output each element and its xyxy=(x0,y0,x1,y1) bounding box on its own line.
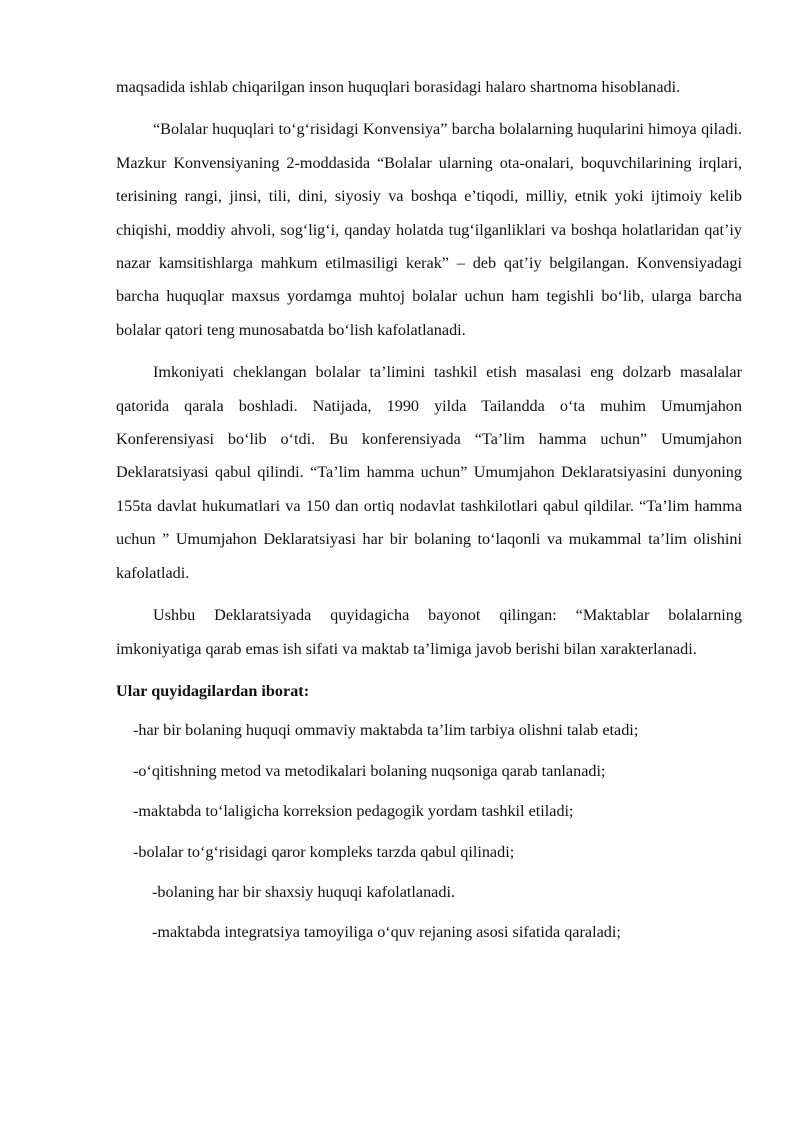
list-item: -har bir bolaning huquqi ommaviy maktabda ta’lim tarbiya olishni talab etadi; xyxy=(133,721,639,740)
paragraph-convention: “Bolalar huquqlari to‘g‘risidagi Konvensiya” barcha bolalarning huqularini himoya qiladi. Mazkur Konvensiyaning 2-moddasida “Bolalar ularning ota-onalari, boquvchilarining irqlari, terisining rangi, jinsi, tili, dini, siyosiy va boshqa e’tiqodi, milliy, etnik yoki ijtimoiy kelib chiqishi, moddiy ahvoli, sog‘lig‘i, qanday holatda tug‘ilganliklari va boshqa holatlaridan qat’iy nazar kamsitishlarga mahkum etilmasiligi kerak” – deb qat’iy belgilangan. Konvensiyadagi barcha huquqlar maxsus yordamga muhtoj bolalar uchun ham tegishli bo‘lib, ularga barcha bolalar qatori teng munosabatda bo‘lish kafolatlanadi. xyxy=(116,120,742,339)
requirements-list xyxy=(116,714,742,949)
section-heading: Ular quyidagilardan iborat: xyxy=(116,681,310,700)
paragraph-declaration: Imkoniyati cheklangan bolalar ta’limini tashkil etish masalasi eng dolzarb masalalar qatorida qarala boshladi. Natijada, 1990 yilda Tailandda o‘ta muhim Umumjahon Konferensiyasi bo‘lib o‘tdi. Bu konferensiyada “Ta’lim hamma uchun” Umumjahon Deklaratsiyasi qabul qilindi. “Ta’lim hamma uchun” Umumjahon Deklaratsiyasini dunyoning 155ta davlat hukumatlari va 150 dan ortiq nodavlat tashkilotlari qabul qildilar. “Ta’lim hamma uchun ” Umumjahon Deklaratsiyasi har bir bolaning to‘laqonli va mukammal ta’lim olishini kafolatladi. xyxy=(116,363,742,582)
document-page xyxy=(116,71,742,957)
list-item: -maktabda integratsiya tamoyiliga o‘quv rejaning asosi sifatida qaraladi; xyxy=(152,923,621,942)
paragraph-statement: Ushbu Deklaratsiyada quyidagicha bayonot qilingan: “Maktablar bolalarning imkoniyatiga qarab emas ish sifati va maktab ta’limiga javob berishi bilan xarakterlanadi. xyxy=(116,606,742,658)
paragraph-continuation: maqsadida ishlab chiqarilgan inson huquqlari borasidagi halaro shartnoma hisoblanadi. xyxy=(116,78,681,96)
list-item: -o‘qitishning metod va metodikalari bolaning nuqsoniga qarab tanlanadi; xyxy=(133,761,606,780)
list-item: -bolaning har bir shaxsiy huquqi kafolatlanadi. xyxy=(152,882,455,901)
list-item: -bolalar to‘g‘risidagi qaror kompleks tarzda qabul qilinadi; xyxy=(133,842,515,861)
list-item: -maktabda to‘laligicha korreksion pedagogik yordam tashkil etiladi; xyxy=(133,802,574,821)
